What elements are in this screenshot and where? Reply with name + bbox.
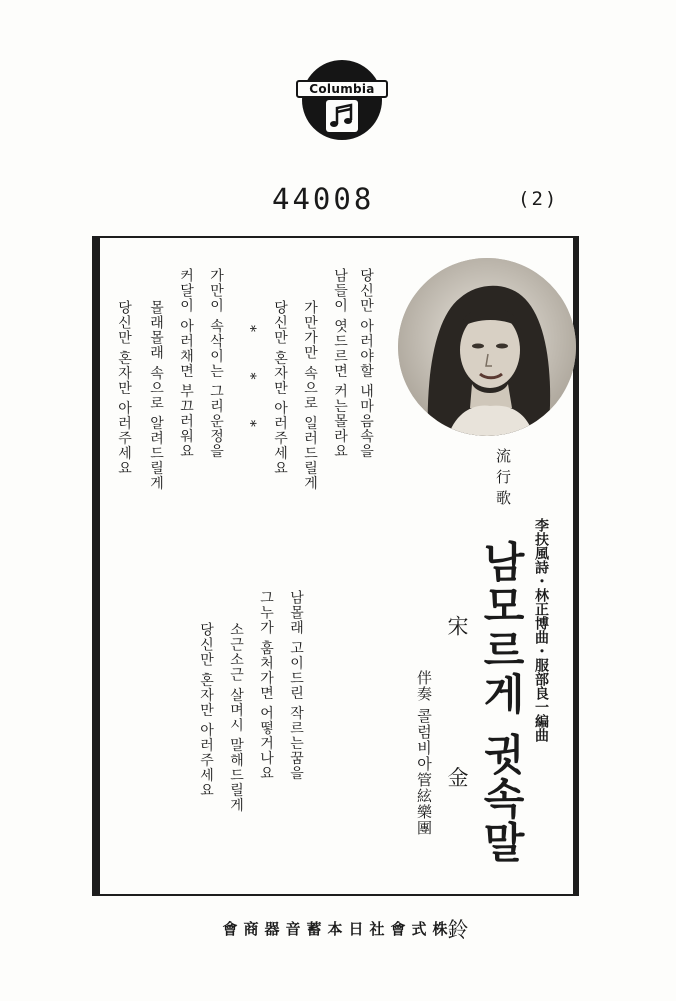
- catalog-number: 44008: [272, 182, 375, 216]
- verse1-line4: 당신만 혼자만 아러주세요: [272, 300, 288, 476]
- columbia-logo: [302, 60, 382, 140]
- singer-portrait: [398, 258, 576, 436]
- publisher-footer: 會商器音蓄本日社會式株: [222, 920, 454, 938]
- verse3-line2: 그누가 훔처가면 어떻거나요: [258, 590, 274, 781]
- verse3-line3: 소근소근 살며시 말해드릴게: [228, 622, 244, 813]
- genre-label: 流行歌: [494, 448, 512, 511]
- verse2-line4: 당신만 혼자만 아러주세요: [116, 300, 132, 476]
- verse3-line4: 당신만 혼자만 아러주세요: [198, 622, 214, 798]
- side-number: (2): [518, 188, 559, 210]
- logo-text: Columbia: [296, 80, 388, 98]
- verse2-line1: 가만이 속삭이는 그리운정을: [208, 268, 224, 459]
- music-note-icon: [326, 100, 358, 132]
- verse2-line3: 몰래몰래 속으로 알려드릴게: [148, 300, 164, 491]
- verse1-line2: 남들이 엿드르면 커는몰라요: [332, 268, 348, 459]
- verse1-line1: 당신만 아러야할 내마음속을: [358, 268, 374, 459]
- song-title: 남모르게 귓속말: [477, 540, 526, 865]
- composer-credits: 李扶風詩・林正博曲・服部良一編曲: [533, 518, 549, 742]
- singer-name: 宋 金 鈴: [445, 615, 469, 1001]
- accompaniment: 伴奏 콜럼비아管絃樂團: [415, 670, 433, 836]
- verse-separator: * * *: [242, 325, 258, 445]
- verse3-line1: 남몰래 고이드린 작르는꿈을: [288, 590, 304, 781]
- verse1-line3: 가만가만 속으로 일러드릴게: [302, 300, 318, 491]
- verse2-line2: 커달이 아러채면 부끄러워요: [178, 268, 194, 459]
- portrait-image: [398, 258, 576, 436]
